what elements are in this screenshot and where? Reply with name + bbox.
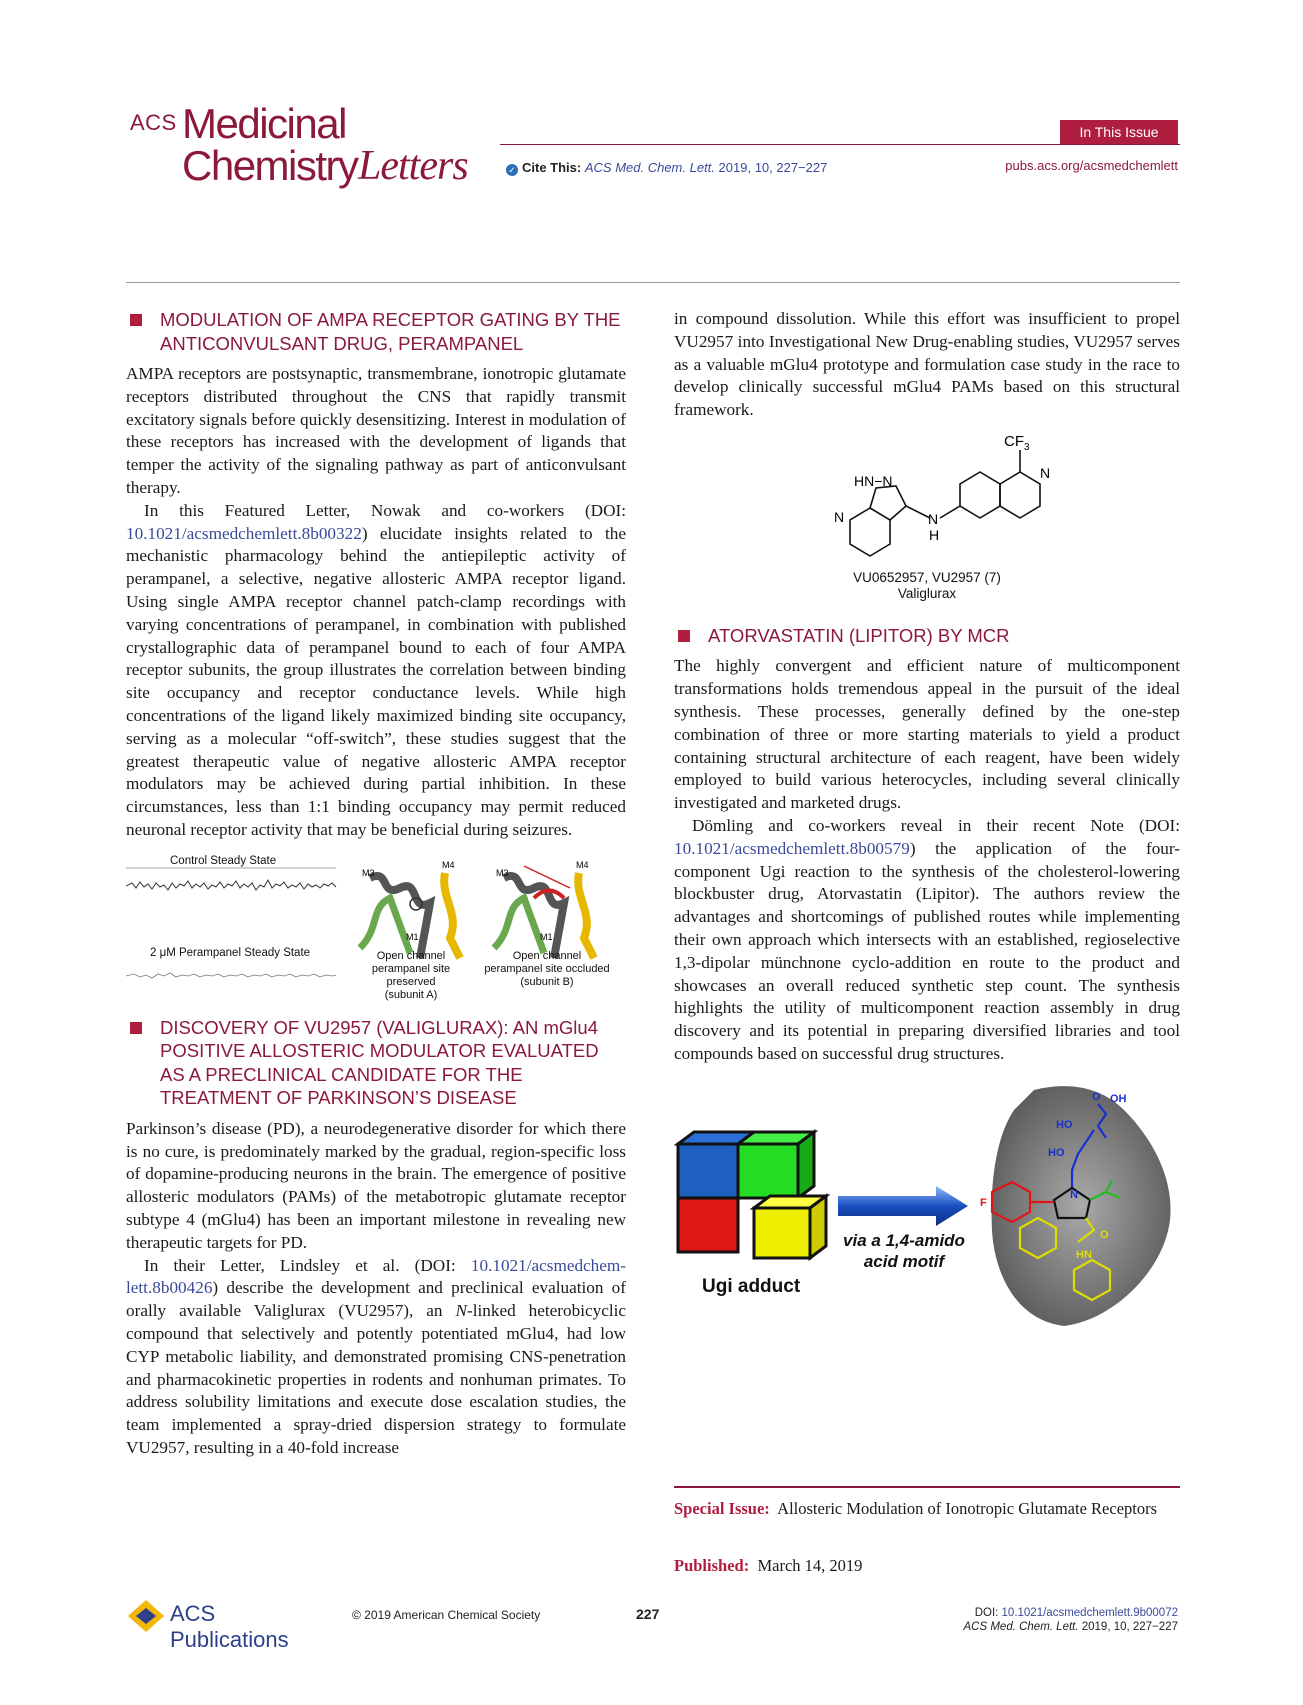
- cite-this[interactable]: [506, 160, 827, 176]
- cite-label: Cite This:: [522, 160, 582, 175]
- publisher-name: ACS Publications: [170, 1601, 289, 1652]
- arrow-icon: [838, 1186, 968, 1226]
- perampanel-trace: [126, 973, 336, 978]
- motif-label: via a 1,4-amido acid motif: [843, 1230, 965, 1271]
- cite-journal: ACS Med. Chem. Lett.: [584, 160, 715, 175]
- section-title-vu2957: DISCOVERY OF VU2957 (VALIGLURAX): AN mGlu4 POSITIVE ALLOSTERIC MODULATOR EVALUATED AS A PRECLINICAL CANDIDATE FOR THE TREATMENT OF PARKINSON’S DISEASE: [126, 1016, 626, 1110]
- oh-label: OH: [1110, 1092, 1127, 1105]
- atorva-paragraph-1: The highly convergent and efficient nature of multicomponent transformations holds tremendous appeal in the pursuit of the ideal synthesis. These processes, generally defined by the one-step combination of three or more starting materials to yield a product containing structural architecture of each reagent, have been widely employed to build various heterocycles, including several clinically investigated and marketed drugs.: [674, 656, 1180, 813]
- footer-doi: DOI: 10.1021/acsmedchemlett.9b00072 ACS Med. Chem. Lett. 2019, 10, 227−227: [963, 1607, 1178, 1633]
- ho-label-2: HO: [1048, 1146, 1065, 1159]
- ampa-paragraph-2: In this Featured Letter, Nowak and co-workers (DOI: 10.1021/acsmedchemlett.8b00322) elucidate insights related to the mechanistic pharmacology behind the antiepileptic activity of perampanel, a selective, negative allosteric AMPA receptor ligand. Using single AMPA receptor channel patch-clamp recordings with varying concentrations of perampanel, in combination with published crystallographic data of perampanel bound to each of four AMPA receptor subunits, the group illustrates the correlation between binding site occupancy and receptor conductance levels. While high concentrations of the ligand likely maximized binding site occupancy, serving as a molecular “off-switch”, these studies suggest that the greatest therapeutic value of negative allosteric AMPA receptor modulators may be achieved during partial inhibition. In these circumstances, less than 1:1 binding occupancy may permit reduced neuronal receptor activity that may be beneficial during seizures.: [126, 500, 626, 839]
- m1-label-b: M1: [540, 931, 553, 942]
- copyright: © 2019 American Chemical Society: [352, 1608, 541, 1622]
- in-this-issue-badge[interactable]: In This Issue: [1060, 120, 1178, 144]
- hn-n-label: HN−N: [854, 472, 893, 489]
- left-column: [126, 308, 626, 1460]
- atorva-paragraph-2: Dömling and co-workers reveal in their recent Note (DOI: 10.1021/acsmedchemlett.8b00579) the application of the four-component Ugi reaction to the synthesis of the cholesterol-lowering blockbuster drug, Atorvastatin (Lipitor). The authors review the advantages and shortcomings of published routes while implementing their own approach which intersects with an established, regioselective 1,3-dipolar münchnone cyclo-addition en route to the product and showcases an overall reduced synthetic step count. The synthesis highlights the utility of multicomponent reaction assembly in drug discovery and its potential in preparing diversified libraries and tool compounds based on successful drug structures.: [674, 816, 1180, 1064]
- hn-label: HN: [1076, 1248, 1092, 1261]
- amine-h-label: H: [929, 526, 940, 543]
- logo-medicinal: Medicinal: [182, 100, 346, 147]
- logo-chemistry: Chemistry: [182, 142, 358, 189]
- special-issue: Special Issue: Allosteric Modulation of Ionotropic Glutamate Receptors: [674, 1499, 1158, 1518]
- section-bullet: [678, 630, 690, 642]
- subunit-b-structure: [494, 860, 594, 958]
- ugi-adduct-label: Ugi adduct: [702, 1275, 801, 1297]
- heart-shape: [992, 1086, 1171, 1326]
- subunit-a-structure: [360, 860, 460, 958]
- ho-label-1: HO: [1056, 1118, 1073, 1131]
- published-date: Published: March 14, 2019: [674, 1556, 863, 1575]
- meta-rule: [674, 1486, 1180, 1488]
- logo-letters: Letters: [358, 143, 468, 189]
- section-bullet: [130, 314, 142, 326]
- ugi-cubes: [678, 1132, 826, 1258]
- page-number: 227: [636, 1606, 660, 1622]
- m3-label-a: M3: [362, 867, 375, 878]
- control-trace: [126, 880, 336, 890]
- caption-subunit-b: Open channel perampanel site occluded (subunit B): [484, 949, 610, 988]
- check-icon: ✓: [506, 164, 518, 176]
- footer-doi-link[interactable]: 10.1021/acsmedchemlett.9b00072: [1001, 1607, 1178, 1619]
- journal-logo: [128, 100, 498, 194]
- header-rule: [500, 144, 1180, 145]
- cf3-label: $CF_3$: [1004, 432, 1030, 453]
- o2-label: O: [1100, 1228, 1109, 1241]
- ugi-figure: [674, 1080, 1180, 1330]
- vu2957-paragraph-3: in compound dissolution. While this effort was insufficient to propel VU2957 into Investigational New Drug-enabling studies, VU2957 serves as a valuable mGlu4 prototype and formulation case study in the race to develop clinically successful mGlu4 PAMs based on this structural framework.: [674, 309, 1180, 420]
- section-title-ampa: MODULATION OF AMPA RECEPTOR GATING BY THE ANTICONVULSANT DRUG, PERAMPANEL: [126, 308, 626, 355]
- trace-label-perampanel: 2 μM Perampanel Steady State: [150, 946, 311, 959]
- f-label: F: [980, 1196, 987, 1209]
- doi-link-vu2957[interactable]: 10.1021/acsmedchem-lett.8b00426: [126, 1255, 626, 1298]
- valiglurax-structure-figure: [674, 428, 1180, 608]
- right-column: [674, 308, 1180, 1330]
- ampa-paragraph-1: AMPA receptors are postsynaptic, transmembrane, ionotropic glutamate receptors distributed throughout the CNS that rapidly transmit excitatory signals before quickly desensitizing. Interest in modulation of these receptors has increased with the development of ligands that temper the activity of the signaling pathway as part of anticonvulsant therapy.: [126, 364, 626, 497]
- cite-ref[interactable]: [585, 160, 828, 175]
- vu2957-paragraph-1: Parkinson’s disease (PD), a neurodegenerative disorder for which there is no cure, is predominately marked by the gradual, region-specific loss of dopamine-producing neurons in the brain. The emergence of positive allosteric modulators (PAMs) of the metabotropic glutamate receptor subtype 4 (mGlu4) has been an important milestone in revealing new therapeutic targets for PD.: [126, 1118, 626, 1252]
- acs-emblem-icon: [126, 1598, 166, 1634]
- m4-label-b: M4: [576, 859, 589, 870]
- journal-url[interactable]: pubs.acs.org/acsmedchemlett: [1005, 158, 1178, 173]
- valiglurax-caption: VU0652957, VU2957 (7) Valiglurax: [853, 569, 1001, 601]
- top-rule: [126, 282, 1180, 283]
- section-bullet: [130, 1022, 142, 1034]
- ampa-figure: [126, 850, 626, 1001]
- m4-label-a: M4: [442, 859, 455, 870]
- n-label: N: [1070, 1188, 1078, 1201]
- doi-link-atorva[interactable]: 10.1021/acsmedchemlett.8b00579: [674, 838, 910, 858]
- m1-label-a: M1: [406, 931, 419, 942]
- section-title-atorvastatin: ATORVASTATIN (LIPITOR) BY MCR: [674, 624, 1180, 648]
- caption-subunit-a: Open channel perampanel site preserved (subunit A): [371, 949, 451, 1001]
- pyridine-n-label: N: [834, 508, 845, 525]
- isoquinoline-n-label: N: [1040, 464, 1051, 481]
- cite-details: 2019, 10, 227−227: [718, 160, 828, 175]
- vu2957-paragraph-2: In their Letter, Lindsley et al. (DOI: 10.1021/acsmedchem-lett.8b00426) describe the development and preclinical evaluation of orally available Valiglurax (VU2957), an N-linked heterobicyclic compound that selectively and potently potentiated mGlu4, had low CYP metabolic liability, and demonstrated promising CNS-penetration and pharmacokinetic properties in rodents and nonhuman primates. To address solubility limitations and execute dose escalation studies, the team implemented a spray-dried dispersion strategy to formulate VU2957, resulting in a 40-fold increase: [126, 1255, 626, 1457]
- amine-n-label: N: [928, 510, 939, 527]
- doi-link-ampa[interactable]: 10.1021/acsmedchemlett.8b00322: [126, 523, 362, 543]
- logo-acs: ACS: [130, 110, 177, 135]
- trace-label-control: Control Steady State: [170, 854, 277, 867]
- o-label: O: [1092, 1090, 1101, 1103]
- m3-label-b: M3: [496, 867, 509, 878]
- valiglurax-structure: [674, 428, 1180, 568]
- acs-publications-logo[interactable]: [126, 1598, 336, 1652]
